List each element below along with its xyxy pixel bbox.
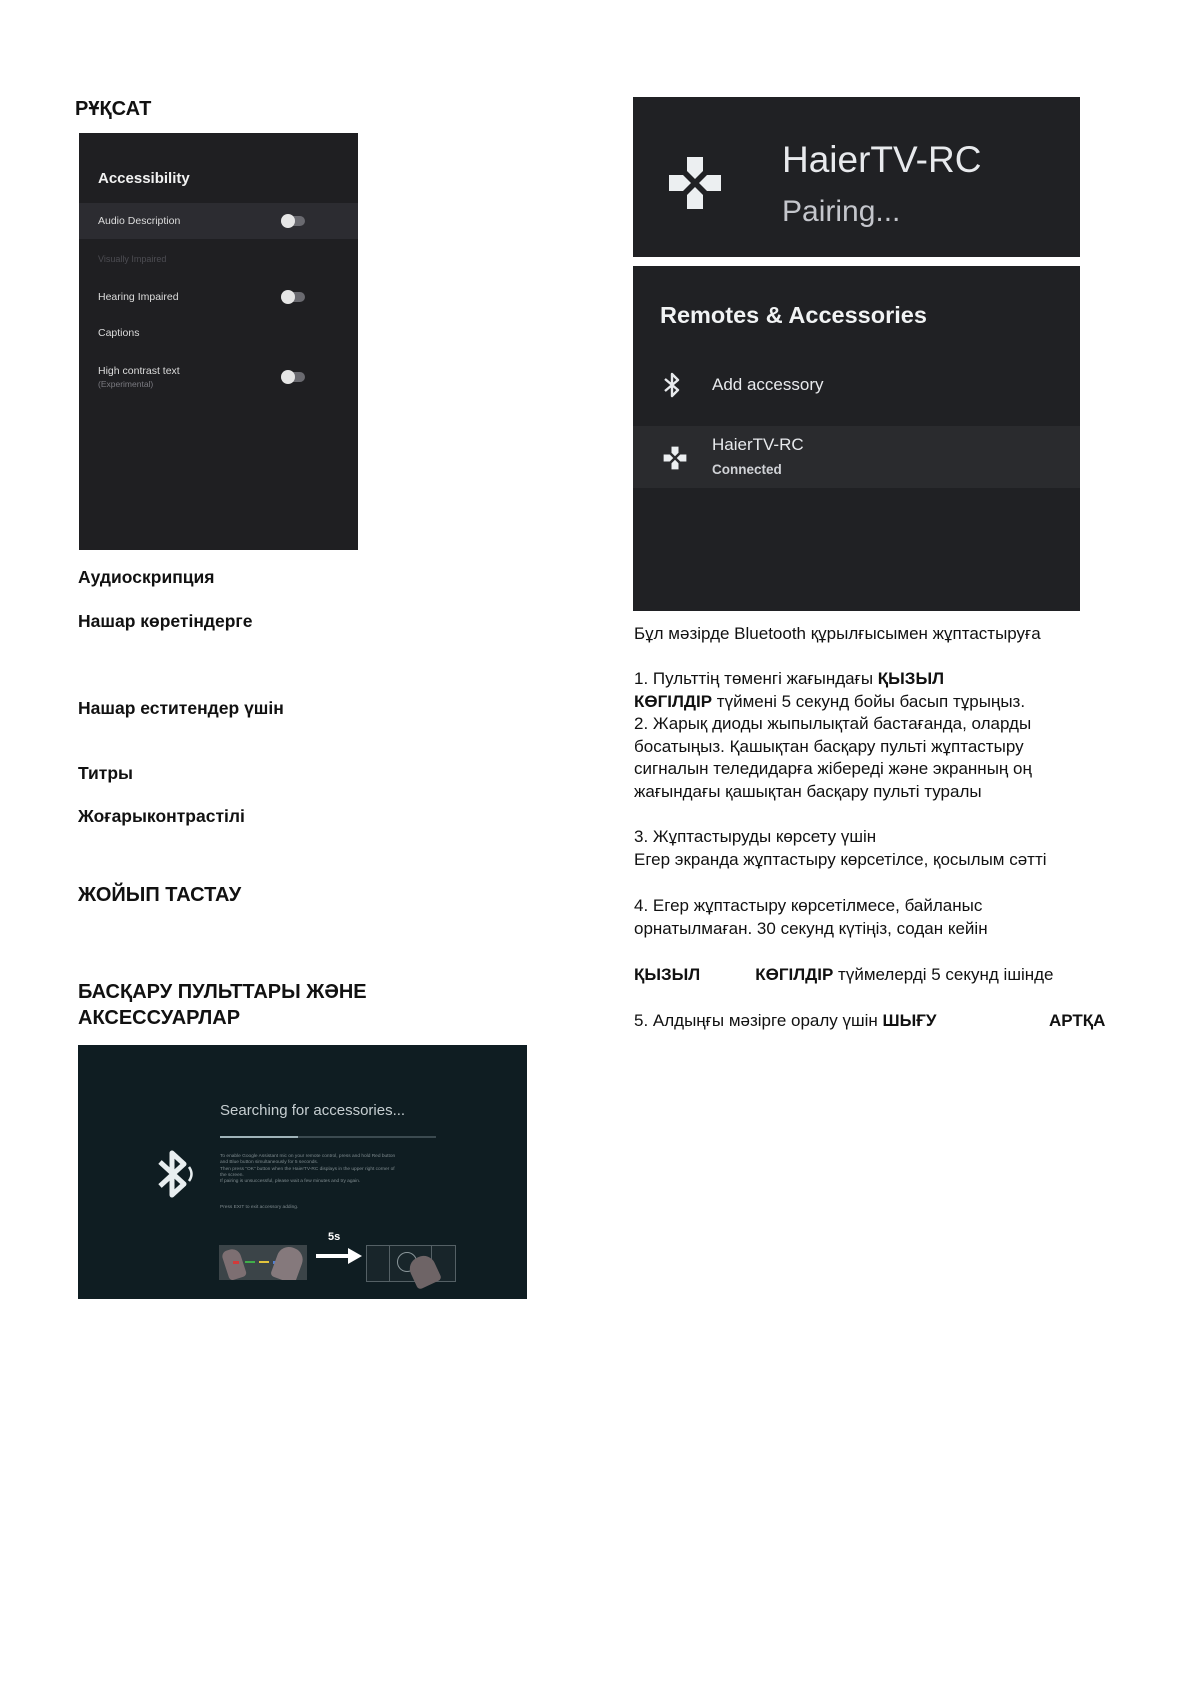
high-contrast-toggle[interactable]: [283, 372, 305, 382]
searching-title: Searching for accessories...: [220, 1102, 406, 1119]
step-3-line: 3. Жұптастыруды көрсету үшін: [634, 827, 877, 846]
pairing-device-name: HaierTV-RC: [782, 139, 982, 180]
red-button-name: ҚЫЗЫЛ: [877, 669, 945, 688]
step-2-line: 2. Жарық диоды жыпылықтай бастағанда, оларды: [634, 714, 1032, 733]
arrow-right-icon: [314, 1246, 364, 1266]
instruction-line: If pairing is unsuccessful, please wait a few minutes and try again.: [220, 1179, 361, 1185]
accessibility-item-label: Hearing Impaired: [98, 291, 179, 303]
search-progress-bar: [220, 1136, 436, 1138]
step-2: [634, 713, 1114, 803]
searching-screenshot: [78, 1045, 527, 1299]
blue-button-name: КӨГІЛДІР: [634, 691, 713, 711]
label-audio-description: Аудиоскрипция: [78, 567, 215, 587]
remotes-title: Remotes & Accessories: [660, 302, 927, 328]
gamepad-icon: [663, 151, 727, 215]
instruction-line: Then press "OK" button when the HaierTV-RC displays in the upper right corner of: [220, 1166, 395, 1172]
step-5-back: [1049, 1010, 1105, 1033]
label-hearing-impaired: Нашар еститендер үшін: [78, 698, 284, 718]
buttons-line-rest: түймелерді 5 секунд ішінде: [833, 965, 1054, 984]
green-button-icon: [245, 1261, 255, 1263]
heading-remotes-line2: АКСЕССУАРЛАР: [78, 1007, 241, 1029]
step-3-line: Егер экранда жұптастыру көрсетілсе, қосылым сәтті: [634, 849, 1047, 869]
accessibility-item-captions[interactable]: Captions: [98, 327, 140, 339]
label-visually-impaired: Нашар көретіндерге: [78, 611, 253, 631]
intro-text: Бұл мәзірде Bluetooth құрылғысымен жұптастыруға: [634, 624, 1041, 643]
red-button-name: ҚЫЗЫЛ: [634, 965, 701, 984]
remote-ok-illustration: [366, 1245, 456, 1282]
accessibility-item-label: Audio Description: [98, 215, 181, 227]
step-4-line: орнатылмаған. 30 секунд күтіңіз, содан кейін: [634, 918, 988, 938]
accessibility-title: Accessibility: [98, 170, 190, 187]
step-2-line: сигналын теледидарға жібереді және экранның оң: [634, 759, 1032, 778]
step-1-pre: 1. Пульттің төменгі жағындағы: [634, 669, 878, 688]
heading-delete: ЖОЙЫП ТАСТАУ: [78, 884, 242, 906]
device-name: HaierTV-RC: [712, 435, 804, 454]
audio-description-toggle[interactable]: [283, 216, 305, 226]
remote-buttons-illustration: [219, 1245, 307, 1280]
step-2-line: жағындағы қашықтан басқару пульті туралы: [634, 781, 982, 801]
step-4-line: 4. Егер жұптастыру көрсетілмесе, байланыс: [634, 896, 983, 915]
hearing-impaired-toggle[interactable]: [283, 292, 305, 302]
device-item-haiertv-rc[interactable]: [633, 426, 1080, 488]
step-1-post: түймені 5 секунд бойы басып тұрыңыз.: [712, 691, 1026, 711]
accessibility-item-audio-description[interactable]: [79, 203, 358, 239]
searching-instructions: [220, 1154, 450, 1185]
step-4: [634, 895, 1114, 940]
finger-right-icon: [270, 1245, 306, 1280]
exit-note: Press EXIT to exit accessory adding.: [220, 1205, 299, 1210]
accessibility-screenshot: [79, 133, 358, 550]
label-high-contrast: Жоғарыконтрастілі: [78, 806, 245, 826]
buttons-line: [634, 964, 1134, 987]
pairing-screenshot: [633, 97, 1080, 257]
bluetooth-icon: [663, 372, 681, 398]
remotes-screenshot: [633, 266, 1080, 611]
red-button-icon: [233, 1261, 239, 1264]
step-5-pre: 5. Алдыңғы мәзірге оралу үшін: [634, 1011, 883, 1030]
instruction-line: the screen.: [220, 1172, 244, 1178]
blue-button-name: КӨГІЛДІР: [755, 965, 834, 984]
exit-button-name: ШЫҒУ: [882, 1011, 937, 1030]
accessibility-item-visually-impaired: Visually Impaired: [98, 254, 167, 264]
step-3: [634, 826, 1114, 871]
step-2-line: босатыңыз. Қашықтан басқару пульті жұптастыру: [634, 736, 1024, 756]
add-accessory-label: Add accessory: [712, 375, 824, 394]
pairing-status: Pairing...: [782, 195, 901, 228]
add-accessory-item[interactable]: [633, 364, 1080, 406]
gamepad-icon: [661, 444, 689, 472]
instruction-line: To enable Google Assistant mic on your remote control, press and hold Red button: [220, 1154, 396, 1159]
instruction-line: and Blue button simultaneously for 5 seconds.: [220, 1160, 319, 1166]
accessibility-item-label: High contrast text: [98, 365, 180, 377]
accessibility-item-high-contrast[interactable]: [79, 358, 358, 396]
yellow-button-icon: [259, 1261, 269, 1263]
device-status: Connected: [712, 462, 782, 477]
label-captions: Титры: [78, 763, 133, 783]
heading-permission: РҰҚСАТ: [75, 98, 152, 120]
divider: [389, 1246, 390, 1281]
heading-remotes-line1: БАСҚАРУ ПУЛЬТТАРЫ ЖӘНЕ: [78, 981, 367, 1003]
bluetooth-icon: [154, 1147, 200, 1201]
search-progress-fill: [220, 1136, 298, 1138]
seconds-label: 5s: [328, 1231, 341, 1243]
accessibility-item-sub: (Experimental): [98, 379, 154, 389]
back-button-name: АРТҚА: [1049, 1011, 1106, 1030]
step-1: [634, 668, 1114, 713]
accessibility-item-hearing-impaired[interactable]: [79, 283, 358, 313]
